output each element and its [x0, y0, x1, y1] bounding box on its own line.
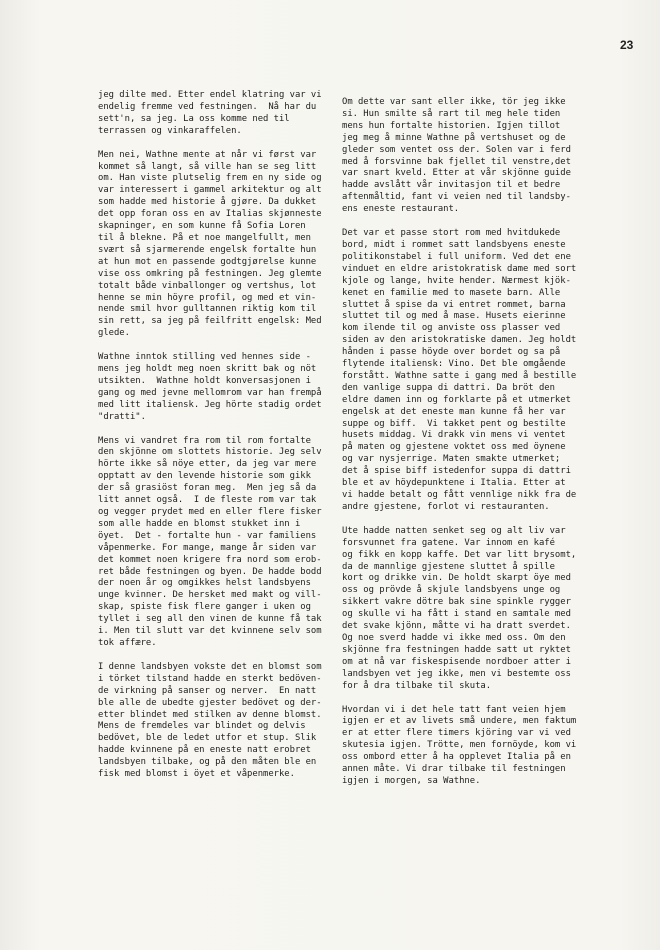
- paragraph: Det var et passe stort rom med hvitdukede bord, midt i rommet satt landsbyens eneste politikonstabel i full uniform. Ved det ene vinduet en eldre aristokratisk dame med sort kjole og lange, hvite hender. Nærmest kjök- kenet en familie med to masete barn. Alle sluttet å spise da vi entret rommet, barna sluttet til og med å mase. Husets eierinne kom ilende til og anviste oss plasser ved siden av den aristokratiske damen. Jeg holdt hånden i passe höyde over bordet og sa på flytende italiensk: Vino. Det ble omgående forstått. Wathne satte i gang med å bestille den vanlige suppa di dattri. Da bröt den eldre damen inn og forklarte på et utmerket engelsk at det eneste man kunne få her var suppe og biff. Vi takket pent og bestilte husets middag. Vi drakk vin mens vi ventet på maten og gjestene voktet oss med öynene og var nysjerrige. Maten smakte utmerket; det å spise biff istedenfor suppa di dattri ble et av höydepunktene i Italia. Etter at vi hadde betalt og fått vennlige nikk fra de andre gjestene, forlot vi restauranten.: [342, 228, 577, 512]
- right-column: [342, 97, 582, 800]
- paragraph: Hvordan vi i det hele tatt fant veien hjem igjen er et av livets små undere, men faktum er at etter flere timers kjöring var vi ved skutesia igjen. Trötte, men fornöyde, kom vi oss ombord etter å ha opplevet Italia på en annen måte. Vi drar tilbake til festningen igjen i morgen, sa Wathne.: [342, 704, 577, 786]
- paragraph: Wathne inntok stilling ved hennes side - mens jeg holdt meg noen skritt bak og nöt utsikten. Wathne holdt konversasjonen i gang og med jevne mellomrom var han frempå med litt italiensk. Jeg hörte stadig ordet "dratti".: [98, 352, 322, 422]
- paragraph: Mens vi vandret fra rom til rom fortalte den skjönne om slottets historie. Jeg selv hörte ikke så nöye etter, da jeg var mere opptatt av den levende historie som gikk der så grasiöst foran meg. Men jeg så da litt annet også. I de fleste rom var tak og vegger prydet med en eller flere fisker som alle hadde en blomst stukket inn i öyet. Det - fortalte hun - var familiens våpenmerke. For mange, mange år siden var det kommet noen krigere fra nord som erob- ret både festningen og byen. De hadde bodd der noen år og omgikkes helst landsbyens unge kvinner. De hersket med makt og vill- skap, spiste fisk flere ganger i uken og tyllet i seg all den vinen de kunne få tak i. Men til slutt var det kvinnene selv som tok affære.: [98, 435, 322, 648]
- paragraph: Ute hadde natten senket seg og alt liv var forsvunnet fra gatene. Var innom en kafé og fikk en kopp kaffe. Det var litt brysomt, da de mannlige gjestene sluttet å spille kort og drikke vin. De holdt skarpt öye med oss og prövde å skjule landsbyens unge og sikkert vakre dötre bak sine spinkle rygger og skulle vi ha fått i stand en samtale med det svake kjönn, måtte vi ha dratt sverdet. Og noe sverd hadde vi ikke med oss. Om den skjönne fra festningen hadde satt ut ryktet om at nå var fiskespisende nordboer atter i landsbyen vet jeg ikke, men vi bestemte oss for å dra tilbake til skuta.: [342, 525, 577, 691]
- paragraph: Men nei, Wathne mente at når vi først var kommet så langt, så ville han se seg litt om. Han viste plutselig frem en ny side og var interessert i gammel arkitektur og alt som hadde med historie å gjøre. Da dukket det opp foran oss en av Italias skjønneste skapninger, en som kunne få Sofia Loren til å blekne. På et noe mangelfullt, men svært så sjarmerende engelsk fortalte hun at hun mot en passende godtgjørelse kunne vise oss omkring på festningen. Jeg glemte totalt både vinballonger og vertshus, lot henne se min höyre profil, og med et vin- nende smil hvor gulltannen riktig kom til sin rett, sa jeg på feilfritt engelsk: Med glede.: [98, 149, 322, 339]
- page-number: 23: [620, 38, 634, 52]
- paragraph: Om dette var sant eller ikke, tör jeg ikke si. Hun smilte så rart til meg hele tiden mens hun fortalte historien. Igjen tillot jeg meg å minne Wathne på vertshuset og de gleder som ventet oss der. Solen var i ferd med å forsvinne bak fjellet til venstre,det var snart kveld. Etter at vår skjönne guide hadde avslått vår invitasjon til et bedre aftenmåltid, fant vi veien ned til landsby- ens eneste restaurant.: [342, 97, 571, 215]
- paragraph: I denne landsbyen vokste det en blomst som i törket tilstand hadde en sterkt bedöven- de virkning på sanser og nerver. En natt ble alle de ubedte gjester bedövet og der- etter blindet med stilken av denne blomst. Mens de fremdeles var blindet og delvis bedövet, ble de ledet utfor et stup. Slik hadde kvinnene på en eneste natt erobret landsbyen tilbake, og på den måten ble en fisk med blomst i öyet et våpenmerke.: [98, 661, 322, 780]
- left-column: [98, 90, 338, 793]
- paragraph: jeg dilte med. Etter endel klatring var vi endelig fremme ved festningen. Nå har du sett'n, sa jeg. La oss komme ned til terrassen og vinkaraffelen.: [98, 90, 322, 136]
